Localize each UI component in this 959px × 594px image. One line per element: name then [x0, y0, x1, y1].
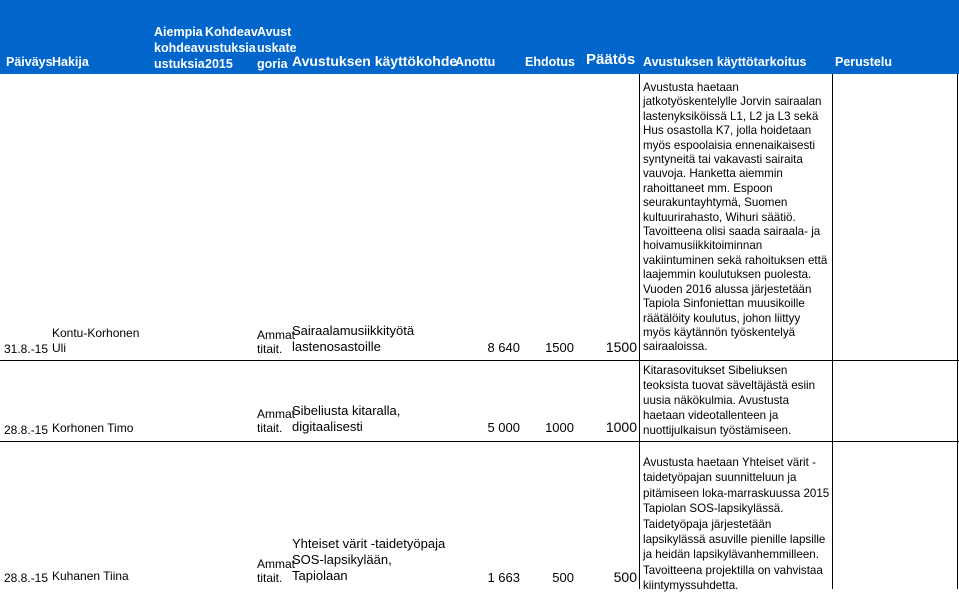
header-kohdeav: Kohdeav ustuksia 2015	[205, 25, 258, 71]
header-avustuskategoria: Avust uskate goria	[257, 25, 297, 71]
purpose-cell: Avustusta haetaan Yhteiset värit - taidetyöpajan suunnitteluun ja pitämiseen loka-marraskuussa 2015 Tapiolan SOS-lapsikylässä. Taidetyöpaja järjestetään lapsikylässä asuville pienille lapsille ja heidän lapsikylävanhemmilleen. Tavoitteena projektilla on vahvistaa kiintymyssuhdetta.	[643, 456, 830, 593]
decision-cell: 1500	[605, 339, 637, 355]
decision-cell: 1000	[605, 419, 637, 435]
date-cell: 28.8.-15	[4, 571, 49, 585]
requested-cell: 5 000	[487, 420, 520, 435]
row-divider	[0, 441, 959, 442]
category-cell: Ammat titait.	[257, 328, 296, 356]
date-cell: 28.8.-15	[4, 423, 49, 437]
header-anottu: Anottu	[455, 55, 496, 69]
category-cell: Ammat titait.	[257, 557, 296, 585]
decision-cell: 500	[613, 569, 637, 585]
table-header	[0, 0, 959, 74]
requested-cell: 1 663	[487, 570, 520, 585]
header-perustelu: Perustelu	[835, 55, 892, 69]
applicant-cell: Korhonen Timo	[52, 421, 134, 435]
header-paivays: Päiväys	[6, 55, 53, 69]
target-cell: Sibeliusta kitaralla, digitaalisesti	[292, 403, 401, 434]
proposal-cell: 1000	[545, 420, 574, 435]
header-kayttokohde: Avustuksen käyttökohde	[292, 53, 458, 69]
header-hakija: Hakija	[52, 55, 89, 69]
purpose-cell: Avustusta haetaan jatkotyöskentelylle Jorvin sairaalan lastenyksiköissä L1, L2 ja L3 sekä Hus osastolla K7, jolla hoidetaan myös espoolaisia ennenaikaisesti syntyneitä tai vakavasti sairaita vauvoja. Hanketta aiemmin rahoittaneet mm. Espoon seurakuntayhtymä, Suomen kultuurirahasto, Wihuri säätiö. Tavoitteena olisi saada sairaala- ja hoivamusiikkitoiminnan vakiintuminen sekä rahoituksen että laajemmin koulutuksen puolesta. Vuoden 2016 alussa järjestetään Tapiola Sinfoniettan muusikoille räätälöity koulutus, johon liittyy myös käytännön työskentelyä sairaaloissa.	[643, 81, 828, 354]
target-cell: Sairaalamusiikkityötä lastenosastoille	[292, 323, 415, 354]
column-divider	[957, 74, 958, 589]
applicant-cell: Kuhanen Tiina	[52, 569, 129, 583]
header-paatos: Päätös	[586, 51, 636, 68]
date-cell: 31.8.-15	[4, 342, 49, 356]
header-kayttotarkoitus: Avustuksen käyttötarkoitus	[643, 55, 807, 69]
requested-cell: 8 640	[487, 340, 520, 355]
header-aiempia: Aiempia kohdeav ustuksia	[154, 25, 205, 71]
category-cell: Ammat titait.	[257, 407, 296, 435]
target-cell: Yhteiset värit -taidetyöpaja SOS-lapsikylään, Tapiolaan	[292, 536, 446, 583]
row-divider	[0, 360, 959, 361]
applicant-cell: Kontu-Korhonen Uli	[52, 326, 140, 355]
proposal-cell: 500	[552, 570, 574, 585]
purpose-cell: Kitarasovitukset Sibeliuksen teoksista tuovat säveltäjästä esiin uusia näkökulmia. Avustusta haetaan videotallenteen ja nuottijulkaisun työstämiseen.	[643, 364, 816, 437]
column-divider	[639, 74, 640, 589]
header-ehdotus: Ehdotus	[525, 55, 575, 69]
proposal-cell: 1500	[545, 340, 574, 355]
column-divider	[832, 74, 833, 589]
